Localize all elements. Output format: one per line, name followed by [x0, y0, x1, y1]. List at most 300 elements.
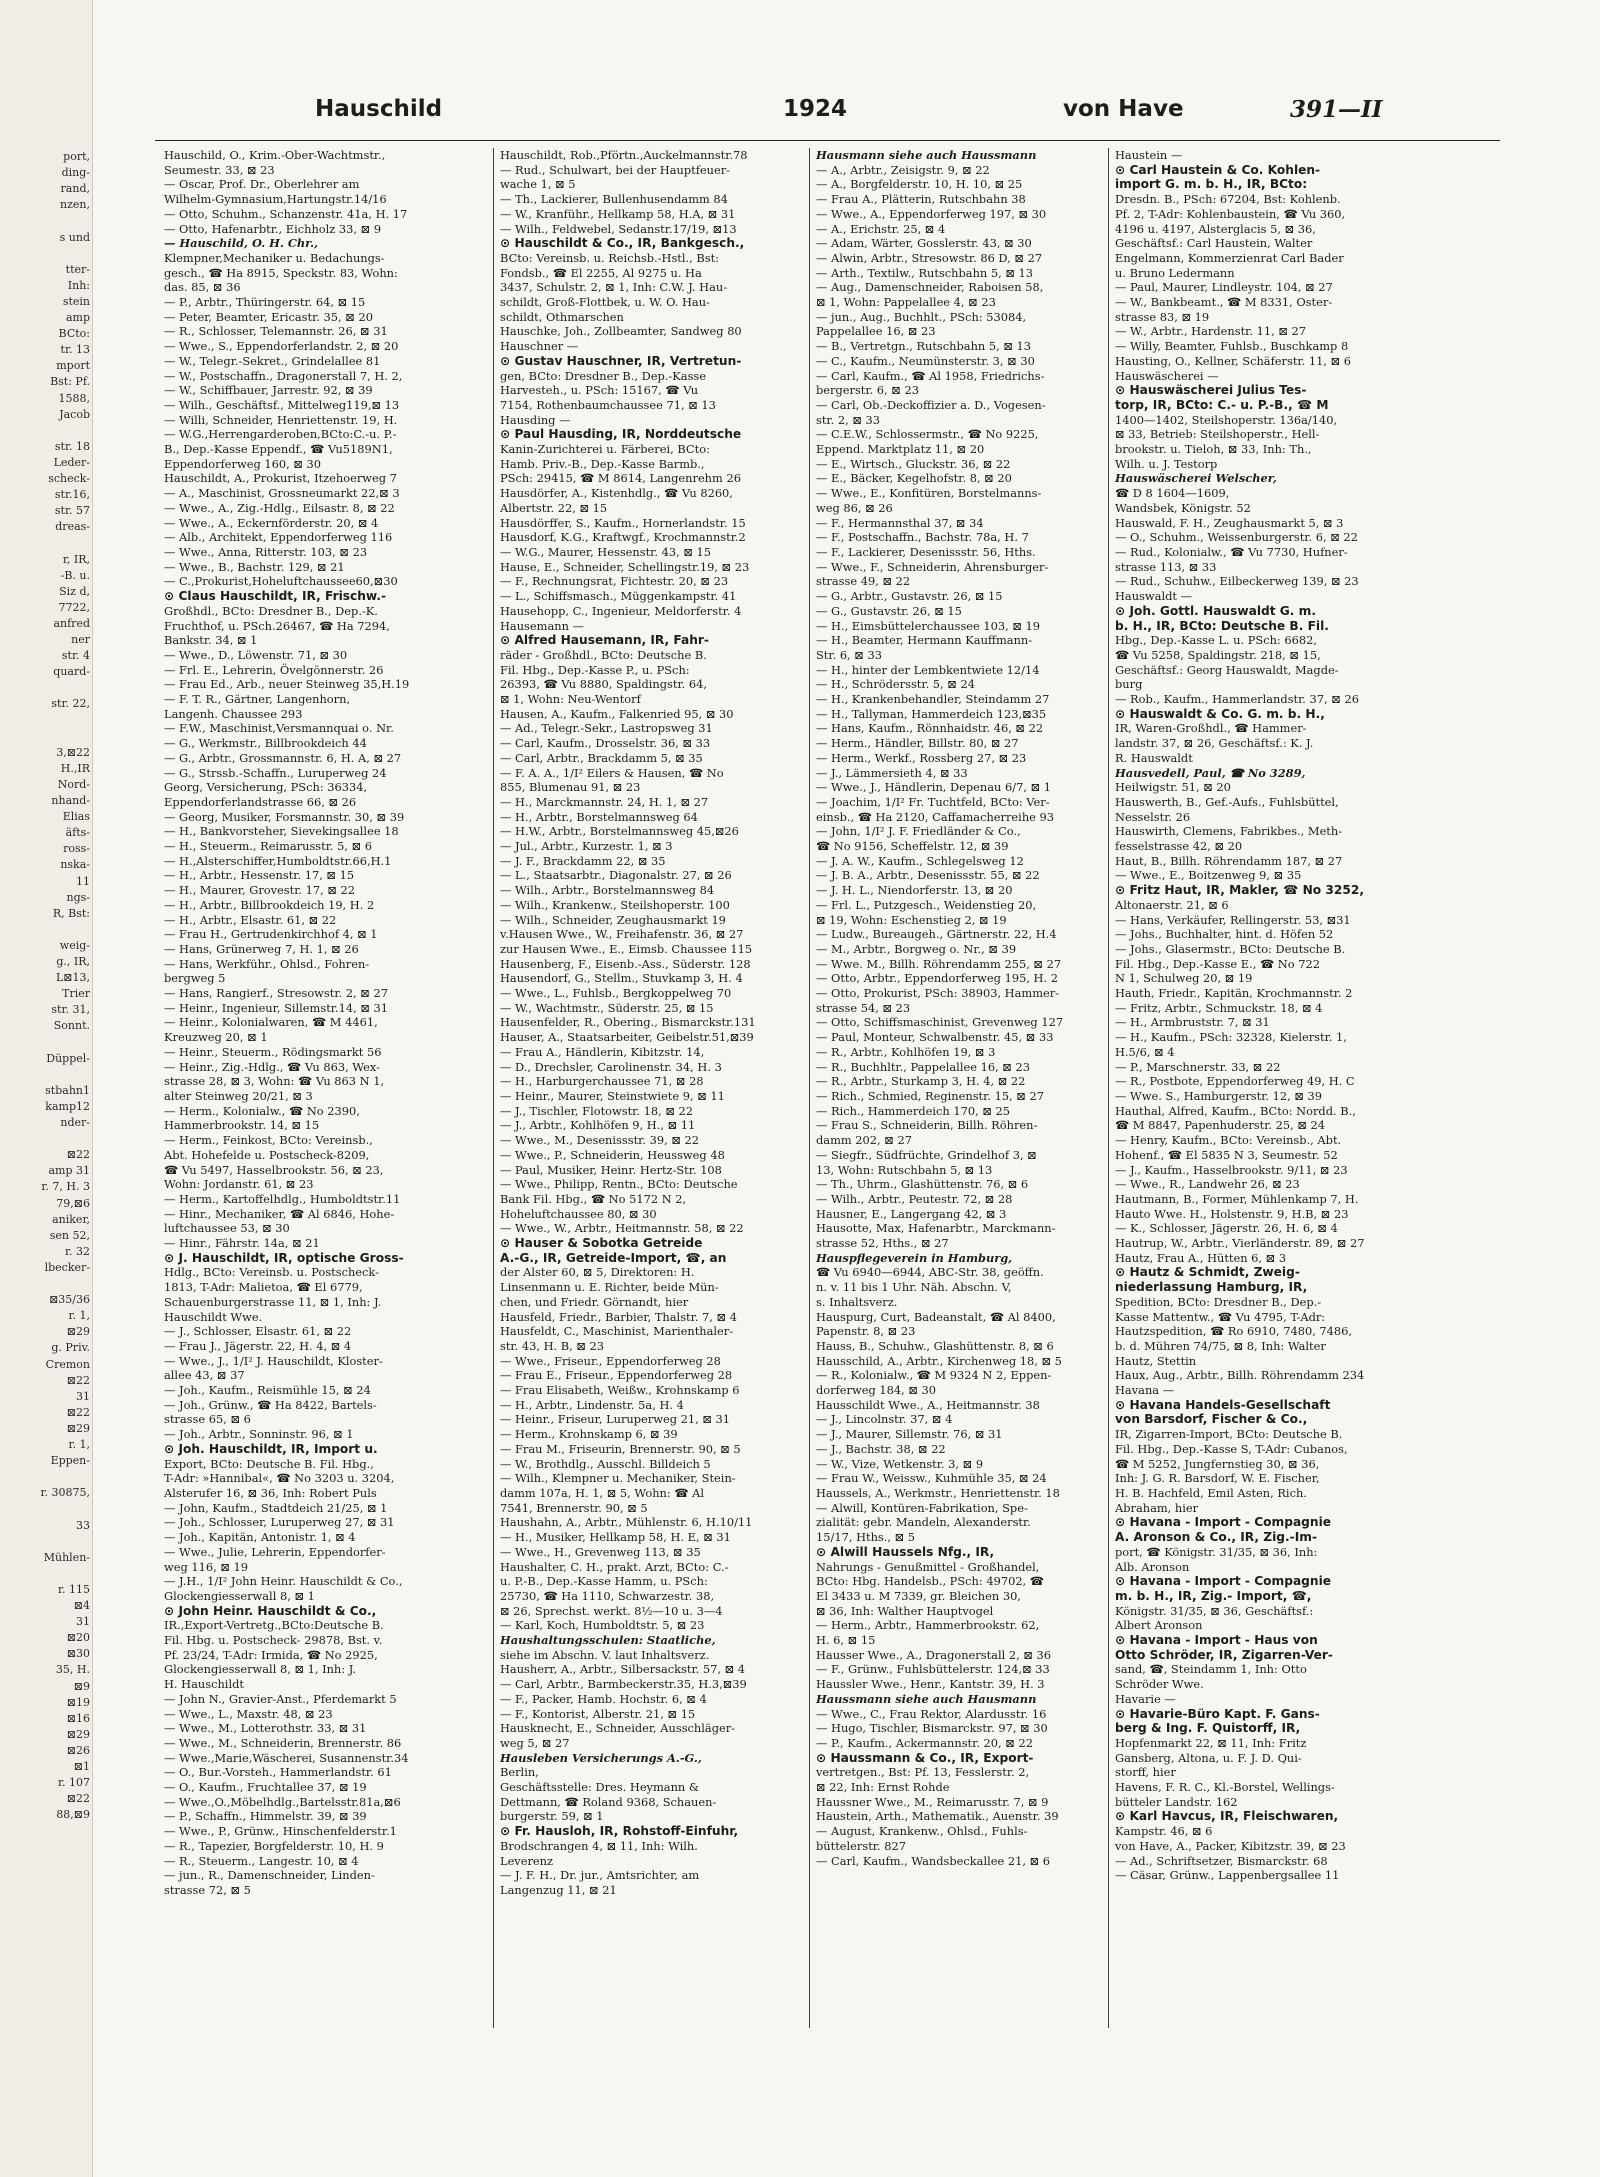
directory-entry: schildt, Groß-Flottbek, u. W. O. Hau-	[500, 295, 710, 310]
directory-entry: — F., Rechnungsrat, Fichtestr. 20, ⊠ 23	[500, 574, 729, 589]
directory-entry: weg 5, ⊠ 27	[500, 1735, 570, 1750]
previous-page-fragment: 33	[76, 1518, 90, 1532]
directory-entry: — B., Vertretgn., Rutschbahn 5, ⊠ 13	[816, 339, 1032, 354]
directory-entry: ⊙ Havana - Import - Haus von	[1115, 1633, 1318, 1648]
directory-entry: Langenh. Chaussee 293	[164, 706, 303, 721]
directory-entry: Hautrup, W., Arbtr., Vierländerstr. 89, ⊠ 27	[1115, 1236, 1365, 1251]
directory-entry: — Wwe. S., Hamburgerstr. 12, ⊠ 39	[1115, 1089, 1323, 1103]
directory-entry: — K., Schlosser, Jägerstr. 26, H. 6, ⊠ 4	[1115, 1221, 1338, 1236]
directory-entry: — F., Grünw., Fuhlsbüttelerstr. 124,⊠ 33	[816, 1662, 1050, 1677]
directory-entry: Hausemann —	[500, 618, 584, 633]
directory-entry: — Joh., Kaufm., Reismühle 15, ⊠ 24	[164, 1383, 371, 1398]
directory-entry: str. 43, H. B, ⊠ 23	[500, 1338, 605, 1353]
directory-entry: Hauto Wwe. H., Holstenstr. 9, H.B, ⊠ 23	[1115, 1206, 1349, 1221]
directory-entry: Kreuzweg 20, ⊠ 1	[164, 1030, 268, 1045]
directory-entry: — A., Maschinist, Grossneumarkt 22,⊠ 3	[164, 486, 400, 501]
directory-entry: — Alb., Architekt, Eppendorferweg 116	[164, 530, 393, 545]
directory-entry: — Wilh., Klempner u. Mechaniker, Stein-	[500, 1471, 736, 1486]
directory-entry: — F. A. A., 1/I² Eilers & Hausen, ☎ No	[500, 765, 724, 780]
directory-entry: Hauschildt, Rob.,Pförtn.,Auckelmannstr.78	[500, 148, 748, 162]
directory-entry: — H., Arbtr., Lindenstr. 5a, H. 4	[500, 1397, 684, 1412]
directory-entry: — R., Buchhltr., Pappelallee 16, ⊠ 23	[816, 1059, 1030, 1074]
header-left-keyword: Hauschild	[315, 96, 443, 122]
directory-entry: — H., Krankenbehandler, Steindamm 27	[816, 692, 1050, 707]
directory-entry: A.-G., IR, Getreide-Import, ☎, an	[500, 1250, 727, 1265]
directory-entry: — H., Schrödersstr. 5, ⊠ 24	[816, 677, 975, 692]
directory-entry: — F. T. R., Gärtner, Langenhorn,	[164, 692, 351, 707]
directory-entry: — jun., Aug., Buchhlt., PSch: 53084,	[816, 309, 1027, 324]
directory-entry: ☎ Vu 5258, Spaldingstr. 218, ⊠ 15,	[1115, 647, 1321, 662]
previous-page-fragment: ⊠35/36	[49, 1293, 90, 1307]
previous-page-fragment: quard-	[53, 665, 90, 679]
directory-entry: Eppendorferlandstrasse 66, ⊠ 26	[164, 794, 357, 809]
directory-entry: Abraham, hier	[1115, 1500, 1199, 1515]
directory-entry: — Herm., Krohnskamp 6, ⊠ 39	[500, 1427, 678, 1442]
directory-entry: ⊠ 19, Wohn: Eschenstieg 2, ⊠ 19	[816, 912, 1007, 927]
directory-entry: Fondsb., ☎ El 2255, Al 9275 u. Ha	[500, 265, 702, 280]
directory-entry: Hauswald, F. H., Zeughausmarkt 5, ⊠ 3	[1115, 515, 1344, 530]
directory-entry: — G., Arbtr., Gustavstr. 26, ⊠ 15	[816, 589, 1003, 604]
previous-page-fragment: r. 30875,	[40, 1486, 90, 1500]
directory-entry: — John, Kaufm., Stadtdeich 21/25, ⊠ 1	[164, 1500, 388, 1515]
directory-entry: Albertstr. 22, ⊠ 15	[500, 500, 608, 515]
directory-entry: Hauswäscherei —	[1115, 368, 1219, 383]
directory-entry: — F.W., Maschinist,Versmannquai o. Nr.	[164, 721, 394, 736]
directory-entry: Otto Schröder, IR, Zigarren-Ver-	[1115, 1647, 1333, 1662]
previous-page-fragment: ross-	[63, 842, 90, 856]
directory-entry: Hauser, A., Staatsarbeiter, Geibelstr.51,⊠39	[500, 1030, 754, 1045]
directory-entry: — Cäsar, Grünw., Lappenbergsallee 11	[1115, 1868, 1340, 1883]
directory-entry: Haux, Aug., Arbtr., Billh. Röhrendamm 234	[1115, 1368, 1365, 1383]
directory-entry: — R., Arbtr., Sturkamp 3, H. 4, ⊠ 22	[816, 1074, 1026, 1089]
directory-entry: strasse 52, Hths., ⊠ 27	[816, 1236, 949, 1251]
directory-entry: — Frau W., Weissw., Kuhmühle 35, ⊠ 24	[816, 1471, 1047, 1486]
previous-page-fragment: nska-	[60, 858, 90, 872]
directory-entry: — J., Tischler, Flotowstr. 18, ⊠ 22	[500, 1103, 694, 1118]
directory-entry: Hopfenmarkt 22, ⊠ 11, Inh: Fritz	[1115, 1735, 1307, 1750]
directory-entry: — H., Bankvorsteher, Sievekingsallee 18	[164, 824, 399, 839]
directory-entry: — H., Maurer, Grovestr. 17, ⊠ 22	[164, 883, 356, 898]
directory-entry: — Aug., Damenschneider, Raboisen 58,	[816, 280, 1044, 295]
directory-entry: — Johs., Buchhalter, hint. d. Höfen 52	[1115, 927, 1334, 942]
directory-entry: Haustein —	[1115, 148, 1183, 162]
directory-entry: — Alwin, Arbtr., Stresowstr. 86 D, ⊠ 27	[816, 250, 1043, 265]
directory-entry: — Rich., Hammerdeich 170, ⊠ 25	[816, 1103, 1010, 1118]
previous-page-fragment: ⊠22	[66, 1148, 90, 1162]
previous-page-fragment: r. 107	[57, 1776, 90, 1790]
previous-page-fragment: stbahn1	[45, 1083, 90, 1097]
directory-entry: — R., Arbtr., Kohlhöfen 19, ⊠ 3	[816, 1044, 996, 1059]
directory-entry: ⊙ Haussmann & Co., IR, Export-	[816, 1750, 1034, 1765]
directory-entry: — Wwe., J., 1/I² J. Hauschildt, Kloster-	[164, 1353, 383, 1368]
previous-page-fragment: ⊠20	[66, 1631, 90, 1645]
directory-entry: — F., Packer, Hamb. Hochstr. 6, ⊠ 4	[500, 1691, 707, 1706]
directory-entry: — Carl, Kaufm., ☎ Al 1958, Friedrichs-	[816, 368, 1045, 383]
directory-entry: 7541, Brennerstr. 90, ⊠ 5	[500, 1500, 648, 1515]
directory-entry: — A., Erichstr. 25, ⊠ 4	[816, 221, 946, 236]
directory-entry: — H.W., Arbtr., Borstelmannsweg 45,⊠26	[500, 824, 739, 839]
directory-entry: Hoheluftchaussee 80, ⊠ 30	[500, 1206, 657, 1221]
directory-entry: — Frau Ed., Arb., neuer Steinweg 35,H.19	[164, 677, 410, 692]
directory-entry: — C.E.W., Schlossermstr., ☎ No 9225,	[816, 427, 1039, 442]
directory-entry: ☎ No 9156, Scheffelstr. 12, ⊠ 39	[816, 839, 1009, 854]
previous-page-fragment: sen 52,	[49, 1228, 90, 1242]
previous-page-fragment: str. 22,	[51, 697, 90, 711]
directory-entry: Hammerbrookstr. 14, ⊠ 15	[164, 1118, 320, 1133]
directory-entry: — Joh., Grünw., ☎ Ha 8422, Bartels-	[164, 1397, 377, 1412]
directory-entry: gesch., ☎ Ha 8915, Speckstr. 83, Wohn:	[164, 265, 398, 280]
directory-entry: u. P.-B., Dep.-Kasse Hamm, u. PSch:	[500, 1574, 708, 1589]
previous-page-fragment: weig-	[59, 938, 90, 952]
directory-entry: — G., Arbtr., Grossmannstr. 6, H. A, ⊠ 27	[164, 750, 402, 765]
directory-entry: ⊙ Hauswaldt & Co. G. m. b. H.,	[1115, 706, 1325, 721]
directory-entry: Haushahn, A., Arbtr., Mühlenstr. 6, H.10/11	[500, 1515, 753, 1530]
directory-entry: — jun., R., Damenschneider, Linden-	[164, 1868, 375, 1883]
directory-entry: — W., Bankbeamt., ☎ M 8331, Oster-	[1115, 295, 1333, 310]
directory-entry: Haushaltungsschulen: Staatliche,	[500, 1633, 716, 1648]
previous-page-fragment: g. Priv.	[51, 1341, 90, 1355]
directory-entry: strasse 54, ⊠ 23	[816, 1000, 911, 1015]
directory-entry: Hauspflegeverein in Hamburg,	[816, 1250, 1013, 1265]
directory-entry: Hausschild, A., Arbtr., Kirchenweg 18, ⊠ 5	[816, 1353, 1062, 1368]
directory-entry: Hautz, Frau A., Hütten 6, ⊠ 3	[1115, 1250, 1287, 1265]
directory-entry: ⊙ Karl Havcus, IR, Fleischwaren,	[1115, 1809, 1339, 1824]
directory-entry: 4196 u. 4197, Alsterglacis 5, ⊠ 36,	[1115, 221, 1316, 236]
directory-entry: luftchaussee 53, ⊠ 30	[164, 1221, 290, 1236]
directory-entry: — Wwe., S., Eppendorferlandstr. 2, ⊠ 20	[164, 339, 399, 354]
previous-page-fragment: H.,IR	[60, 761, 90, 775]
directory-entry: — Wwe., A., Eppendorferweg 197, ⊠ 30	[816, 206, 1047, 221]
previous-page-fragment: mport	[56, 359, 90, 373]
previous-page-fragment: tr. 13	[60, 343, 90, 357]
directory-entry: s. Inhaltsverz.	[816, 1294, 898, 1309]
directory-entry: — H., hinter der Lembkentwiete 12/14	[816, 662, 1040, 677]
directory-entry: b. H., IR, BCto: Deutsche B. Fil.	[1115, 618, 1329, 633]
directory-entry: Hauschildt Wwe.	[164, 1309, 263, 1324]
directory-entry: Hauswäscherei Welscher,	[1115, 471, 1277, 486]
previous-page-fragment: 1588,	[58, 391, 90, 405]
directory-entry: — Ludw., Bureaugeh., Gärtnerstr. 22, H.4	[816, 927, 1057, 942]
directory-entry: — O., Kaufm., Fruchtallee 37, ⊠ 19	[164, 1780, 367, 1795]
previous-page-fragment: r. 7, H. 3	[41, 1180, 90, 1194]
directory-entry: ⊙ Alwill Haussels Nfg., IR,	[816, 1544, 995, 1559]
directory-entry: — H., Beamter, Hermann Kauffmann-	[816, 633, 1033, 648]
directory-entry: Dresdn. B., PSch: 67204, Bst: Kohlenb.	[1115, 192, 1341, 207]
previous-page-fragment: ⊠29	[66, 1727, 90, 1741]
directory-entry: — Siegfr., Südfrüchte, Grindelhof 3, ⊠	[816, 1147, 1037, 1162]
previous-page-fragment: Eppen-	[50, 1454, 90, 1468]
directory-entry: — W., Arbtr., Hardenstr. 11, ⊠ 27	[1115, 324, 1306, 339]
directory-entry: Fil. Hbg., Dep.-Kasse P., u. PSch:	[500, 662, 690, 677]
directory-entry: v.Hausen Wwe., W., Freihafenstr. 36, ⊠ 27	[500, 927, 744, 942]
directory-entry: Hautz, Stettin	[1115, 1353, 1197, 1368]
directory-entry: dorferweg 184, ⊠ 30	[816, 1383, 937, 1398]
previous-page-fragment: ⊠22	[66, 1373, 90, 1387]
directory-entry: — L., Staatsarbtr., Diagonalstr. 27, ⊠ 26	[500, 868, 732, 883]
directory-entry: T-Adr: »Hannibal«, ☎ No 3203 u. 3204,	[164, 1471, 395, 1486]
directory-entry: — Hans, Verkäufer, Rellingerstr. 53, ⊠31	[1115, 912, 1351, 927]
directory-entry: u. Bruno Ledermann	[1115, 265, 1235, 280]
directory-entry: ⊙ Havarie-Büro Kapt. F. Gans-	[1115, 1706, 1320, 1721]
directory-entry: — Wilh., Arbtr., Peutestr. 72, ⊠ 28	[816, 1191, 1013, 1206]
directory-entry: H. B. Hachfeld, Emil Asten, Rich.	[1115, 1485, 1307, 1500]
directory-entry: R. Hauswaldt	[1115, 750, 1193, 765]
directory-entry: das. 85, ⊠ 36	[164, 280, 241, 295]
directory-entry: Hamb. Priv.-B., Dep.-Kasse Barmb.,	[500, 456, 705, 471]
directory-entry: Fil. Hbg. u. Postscheck- 29878, Bst. v.	[164, 1633, 383, 1648]
directory-entry: Bankstr. 34, ⊠ 1	[164, 633, 258, 648]
previous-page-fragment: Elias	[62, 810, 90, 824]
directory-entry: — J.H., 1/I² John Heinr. Hauschildt & Co.,	[164, 1574, 403, 1589]
previous-page-fragment: port,	[63, 150, 90, 163]
directory-entry: ⊙ J. Hauschildt, IR, optische Gross-	[164, 1250, 404, 1265]
directory-entry: — Rob., Kaufm., Hammerlandstr. 37, ⊠ 26	[1115, 692, 1359, 707]
directory-entry: Hausenberg, F., Eisenb.-Ass., Süderstr. 128	[500, 956, 751, 971]
directory-entry: bergweg 5	[164, 971, 226, 986]
previous-page-fragment: ⊠22	[66, 1405, 90, 1419]
directory-entry: — A., Borgfelderstr. 10, H. 10, ⊠ 25	[816, 177, 1023, 192]
directory-entry: — Hans, Kaufm., Rönnhaidstr. 46, ⊠ 22	[816, 721, 1044, 736]
directory-entry: — John N., Gravier-Anst., Pferdemarkt 5	[164, 1691, 397, 1706]
directory-entry: Hausting, O., Kellner, Schäferstr. 11, ⊠ 6	[1115, 353, 1351, 368]
directory-entry: räder - Großhdl., BCto: Deutsche B.	[500, 647, 707, 662]
directory-entry: — Otto, Schiffsmaschinist, Grevenweg 127	[816, 1015, 1064, 1030]
directory-entry: — P., Marschnerstr. 33, ⊠ 22	[1115, 1059, 1281, 1074]
directory-entry: — J. B. A., Arbtr., Desenissstr. 55, ⊠ 22	[816, 868, 1040, 883]
previous-page-fragment: Cremon	[45, 1357, 90, 1371]
directory-entry: Pf. 23/24, T-Adr: Irmida, ☎ No 2925,	[164, 1647, 378, 1662]
directory-entry: Haussmann siehe auch Hausmann	[816, 1691, 1037, 1706]
directory-entry: Albert Aronson	[1115, 1618, 1203, 1633]
previous-page-fragment: Nord-	[57, 777, 90, 791]
directory-entry: 855, Blumenau 91, ⊠ 23	[500, 780, 641, 795]
previous-page-edge	[0, 0, 93, 2177]
directory-entry: — H.,Alsterschiffer,Humboldtstr.66,H.1	[164, 853, 392, 868]
directory-entry: — W., Vize, Wetkenstr. 3, ⊠ 9	[816, 1456, 984, 1471]
directory-entry: 25730, ☎ Ha 1110, Schwarzestr. 38,	[500, 1588, 715, 1603]
previous-page-fragment: tter-	[65, 262, 90, 276]
directory-entry: — J. A. W., Kaufm., Schlegelsweg 12	[816, 853, 1024, 868]
directory-entry: 13, Wohn: Rutschbahn 5, ⊠ 13	[816, 1162, 993, 1177]
directory-entry: — Wwe., Friseur., Eppendorferweg 28	[500, 1353, 721, 1368]
directory-entry: Leverenz	[500, 1853, 554, 1868]
directory-entry: — Wilh., Schneider, Zeughausmarkt 19	[500, 912, 726, 927]
previous-page-fragment: r. 115	[57, 1582, 90, 1596]
directory-entry: Havarie —	[1115, 1691, 1176, 1706]
directory-entry: — Paul, Maurer, Lindleystr. 104, ⊠ 27	[1115, 280, 1333, 295]
directory-entry: Gansberg, Altona, u. F. J. D. Qui-	[1115, 1750, 1302, 1765]
directory-entry: ⊙ Gustav Hauschner, IR, Vertretun-	[500, 353, 742, 368]
directory-entry: — Frau J., Jägerstr. 22, H. 4, ⊠ 4	[164, 1338, 352, 1353]
directory-entry: — Frl. E., Lehrerin, Övelgönnerstr. 26	[164, 662, 384, 677]
directory-entry: damm 107a, H. 1, ⊠ 5, Wohn: ☎ Al	[500, 1485, 704, 1500]
directory-entry: — O., Schuhm., Weissenburgerstr. 6, ⊠ 22	[1115, 530, 1358, 545]
previous-page-fragment: ⊠26	[66, 1743, 90, 1757]
directory-entry: — Carl, Arbtr., Barmbeckerstr.35, H.3,⊠39	[500, 1677, 747, 1692]
directory-entry: — H., Arbtr., Borstelmannsweg 64	[500, 809, 698, 824]
directory-entry: — D., Drechsler, Carolinenstr. 34, H. 3	[500, 1059, 722, 1074]
directory-entry: — W., Telegr.-Sekret., Grindelallee 81	[164, 353, 381, 368]
directory-entry: — Wwe., L., Fuhlsb., Bergkoppelweg 70	[500, 986, 732, 1001]
directory-entry: Haussler Wwe., Henr., Kantstr. 39, H. 3	[816, 1677, 1045, 1692]
directory-entry: — Frl. L., Putzgesch., Weidenstieg 20,	[816, 897, 1037, 912]
directory-entry: strasse 28, ⊠ 3, Wohn: ☎ Vu 863 N 1,	[164, 1074, 385, 1089]
directory-entry: — Frau E., Friseur., Eppendorferweg 28	[500, 1368, 733, 1383]
directory-entry: Hausser Wwe., A., Dragonerstall 2, ⊠ 36	[816, 1647, 1052, 1662]
directory-entry: — Hauschild, O. H. Chr.,	[164, 236, 319, 251]
directory-entry: — Heinr., Ingenieur, Sillemstr.14, ⊠ 31	[164, 1000, 388, 1015]
previous-page-fragment: s und	[59, 230, 90, 244]
directory-entry: Dettmann, ☎ Roland 9368, Schauen-	[500, 1794, 717, 1809]
previous-page-fragment: ⊠1	[73, 1760, 90, 1773]
directory-entry: Berlin,	[500, 1765, 539, 1780]
directory-entry: Pf. 2, T-Adr: Kohlenbaustein, ☎ Vu 360,	[1115, 206, 1346, 221]
directory-entry: m. b. H., IR, Zig.- Import, ☎,	[1115, 1588, 1312, 1603]
directory-entry: Schauenburgerstrasse 11, ⊠ 1, Inh: J.	[164, 1294, 382, 1309]
previous-page-fragment: r. 1,	[68, 1309, 90, 1323]
previous-page-fragment: ⊠30	[66, 1647, 90, 1661]
directory-entry: ☎ M 8847, Papenhuderstr. 25, ⊠ 24	[1115, 1118, 1326, 1133]
previous-page-fragment: r. 32	[64, 1244, 90, 1258]
directory-entry: — Wwe., C., Frau Rektor, Alardusstr. 16	[816, 1706, 1047, 1721]
directory-entry: — Otto, Arbtr., Eppendorferweg 195, H. 2	[816, 971, 1058, 986]
directory-entry: 7154, Rothenbaumchaussee 71, ⊠ 13	[500, 397, 716, 412]
directory-entry: — H., Armbruststr. 7, ⊠ 31	[1115, 1015, 1270, 1030]
directory-entry: Haustein, Arth., Mathematik., Auenstr. 39	[816, 1809, 1059, 1824]
directory-entry: IR.,Export-Vertretg.,BCto:Deutsche B.	[164, 1618, 384, 1633]
directory-entry: Heilwigstr. 51, ⊠ 20	[1115, 780, 1231, 795]
directory-entry: Str. 6, ⊠ 33	[816, 647, 882, 662]
directory-entry: — Joh., Schlosser, Luruperweg 27, ⊠ 31	[164, 1515, 395, 1530]
directory-entry: bütteler Landstr. 162	[1115, 1794, 1238, 1809]
directory-entry: siehe im Abschn. V. laut Inhaltsverz.	[500, 1647, 710, 1662]
directory-entry: — Joachim, 1/I² Fr. Tuchtfeld, BCto: Ver-	[816, 794, 1050, 809]
directory-entry: Brodschrangen 4, ⊠ 11, Inh: Wilh.	[500, 1838, 698, 1853]
previous-page-fragment: Mühlen-	[43, 1550, 90, 1564]
directory-entry: — Wwe., A., Zig.-Hdlg., Eilsastr. 8, ⊠ 22	[164, 500, 395, 515]
directory-entry: — H., Marckmannstr. 24, H. 1, ⊠ 27	[500, 794, 709, 809]
previous-page-fragment: str. 57	[54, 504, 90, 518]
directory-entry: Hauschild, O., Krim.-Ober-Wachtmstr.,	[164, 148, 386, 162]
directory-entry: — Heinr., Maurer, Steinstwiete 9, ⊠ 11	[500, 1089, 725, 1103]
directory-entry: — Wwe., P., Schneiderin, Heussweg 48	[500, 1147, 725, 1162]
previous-page-fragment: 3,⊠22	[56, 745, 90, 759]
directory-entry: — Otto, Prokurist, PSch: 38903, Hammer-	[816, 986, 1060, 1001]
directory-entry: — C.,Prokurist,Hoheluftchaussee60,⊠30	[164, 574, 398, 589]
directory-entry: ⊙ Fr. Hausloh, IR, Rohstoff-Einfuhr,	[500, 1824, 739, 1839]
directory-entry: Hauschner —	[500, 339, 579, 354]
directory-entry: — Heinr., Kolonialwaren, ☎ M 4461,	[164, 1015, 378, 1030]
directory-entry: — Carl, Kaufm., Drosselstr. 36, ⊠ 33	[500, 736, 711, 751]
directory-entry: Wilhelm-Gymnasium,Hartungstr.14/16	[164, 192, 387, 207]
directory-entry: — W., Wachtmstr., Süderstr. 25, ⊠ 15	[500, 1000, 714, 1015]
directory-entry: niederlassung Hamburg, IR,	[1115, 1280, 1308, 1295]
previous-page-fragment: 35, H.	[55, 1663, 90, 1677]
previous-page-fragment: 31	[76, 1389, 90, 1403]
directory-entry: Hausfeld, Friedr., Barbier, Thalstr. 7, ⊠ 4	[500, 1309, 737, 1324]
directory-entry: — Heinr., Steuerm., Rödingsmarkt 56	[164, 1044, 382, 1059]
directory-entry: — Wwe., R., Landwehr 26, ⊠ 23	[1115, 1177, 1300, 1192]
directory-entry: — Arth., Textilw., Rutschbahn 5, ⊠ 13	[816, 265, 1034, 280]
directory-entry: — J., Lincolnstr. 37, ⊠ 4	[816, 1412, 953, 1427]
directory-entry: — Wwe., E., Konfitüren, Borstelmanns-	[816, 486, 1042, 501]
directory-entry: — Willi, Schneider, Henriettenstr. 19, H.	[164, 412, 398, 427]
directory-entry: — Otto, Schuhm., Schanzenstr. 41a, H. 17	[164, 206, 408, 221]
directory-entry: — Wwe., F., Schneiderin, Ahrensburger-	[816, 559, 1049, 574]
previous-page-fragment: L⊠13,	[55, 971, 90, 985]
previous-page-fragment: lbecker-	[44, 1260, 90, 1274]
page-number: 391—II	[1290, 96, 1383, 123]
directory-entry: brookstr. u. Tieloh, ⊠ 33, Inh: Th.,	[1115, 442, 1312, 457]
directory-entry: Inh: J. G. R. Barsdorf, W. E. Fischer,	[1115, 1471, 1320, 1486]
directory-entry: alter Steinweg 20/21, ⊠ 3	[164, 1089, 313, 1103]
directory-entry: — E., Wirtsch., Gluckstr. 36, ⊠ 22	[816, 456, 1011, 471]
directory-entry: PSch: 29415, ☎ M 8614, Langenrehm 26	[500, 471, 741, 486]
directory-entry: Hautzspedition, ☎ Ro 6910, 7480, 7486,	[1115, 1324, 1353, 1339]
directory-entry: — Wwe., Philipp, Rentn., BCto: Deutsche	[500, 1177, 738, 1192]
directory-entry: Haussels, A., Werkmstr., Henriettenstr. 18	[816, 1485, 1060, 1500]
previous-page-fragment: nhand-	[51, 794, 90, 807]
directory-entry: Fruchthof, u. PSch.26467, ☎ Ha 7294,	[164, 618, 390, 633]
previous-page-fragment: g., IR,	[56, 955, 90, 968]
directory-entry: strasse 113, ⊠ 33	[1115, 559, 1217, 574]
directory-entry: — F., Postschaffn., Bachstr. 78a, H. 7	[816, 530, 1029, 545]
previous-page-fragment: scheck-	[48, 472, 90, 485]
directory-entry: Spedition, BCto: Dresdner B., Dep.-	[1115, 1294, 1322, 1309]
directory-entry: burgerstr. 59, ⊠ 1	[500, 1809, 604, 1824]
directory-entry: Hausdörffer, S., Kaufm., Hornerlandstr. 15	[500, 515, 746, 530]
directory-entry: — Frau A., Plätterin, Rutschbahn 38	[816, 192, 1026, 207]
directory-entry: — Hans, Grünerweg 7, H. 1, ⊠ 26	[164, 941, 359, 956]
directory-entry: von Barsdorf, Fischer & Co.,	[1115, 1412, 1308, 1427]
previous-page-fragment: R, Bst:	[52, 906, 90, 920]
previous-page-fragment: ⊠29	[66, 1325, 90, 1339]
previous-page-fragment: rand,	[60, 182, 90, 196]
previous-page-fragment: stein	[62, 294, 90, 308]
directory-entry: — Hinr., Fährstr. 14a, ⊠ 21	[164, 1236, 320, 1251]
directory-entry: Hausdorf, K.G., Kraftwgf., Krochmannstr.2	[500, 530, 746, 545]
directory-entry: ☎ D 8 1604—1609,	[1115, 486, 1230, 501]
directory-entry: Kasse Mattentw., ☎ Vu 4795, T-Adr:	[1115, 1309, 1326, 1324]
directory-entry: B., Dep.-Kasse Eppendf., ☎ Vu5189N1,	[164, 442, 393, 457]
directory-entry: — H., Kaufm., PSch: 32328, Kielerstr. 1,	[1115, 1030, 1347, 1045]
directory-entry: 1400—1402, Steilshoperstr. 136a/140,	[1115, 412, 1338, 427]
directory-column-3	[816, 148, 1146, 1868]
directory-entry: — Wwe., M., Schneiderin, Brennerstr. 86	[164, 1735, 402, 1750]
previous-page-fragment: 31	[76, 1615, 90, 1629]
directory-entry: ⊙ Havana Handels-Gesellschaft	[1115, 1397, 1331, 1412]
directory-entry: 15/17, Hths., ⊠ 5	[816, 1530, 916, 1545]
directory-entry: Großhdl., BCto: Dresdner B., Dep.-K.	[164, 603, 378, 618]
directory-entry: — Herm., Kolonialw., ☎ No 2390,	[164, 1103, 360, 1118]
previous-page-fragment: r. 1,	[68, 1438, 90, 1451]
directory-column-1	[164, 148, 494, 1898]
directory-entry: von Have, A., Packer, Kibitzstr. 39, ⊠ 23	[1115, 1838, 1346, 1853]
directory-entry: Hausfeldt, C., Maschinist, Marienthaler-	[500, 1324, 734, 1339]
directory-entry: — Willy, Beamter, Fuhlsb., Buschkamp 8	[1115, 339, 1349, 354]
directory-entry: — C., Kaufm., Neumünsterstr. 3, ⊠ 30	[816, 353, 1035, 368]
directory-entry: Hdlg., BCto: Vereinsb. u. Postscheck-	[164, 1265, 379, 1280]
directory-entry: — Joh., Arbtr., Sonninstr. 96, ⊠ 1	[164, 1427, 354, 1442]
directory-entry: Glockengiesserwall 8, ⊠ 1	[164, 1588, 315, 1603]
directory-entry: ☎ Vu 6940—6944, ABC-Str. 38, geöffn.	[816, 1265, 1044, 1280]
previous-page-fragment: aniker,	[52, 1212, 90, 1226]
directory-entry: — Carl, Kaufm., Wandsbeckallee 21, ⊠ 6	[816, 1853, 1050, 1868]
previous-page-fragment: Düppel-	[46, 1051, 90, 1065]
directory-entry: — John, 1/I² J. F. Friedländer & Co.,	[816, 824, 1021, 839]
directory-entry: — Henry, Kaufm., BCto: Vereinsb., Abt.	[1115, 1133, 1342, 1148]
directory-entry: — W.G., Maurer, Hessenstr. 43, ⊠ 15	[500, 544, 712, 559]
